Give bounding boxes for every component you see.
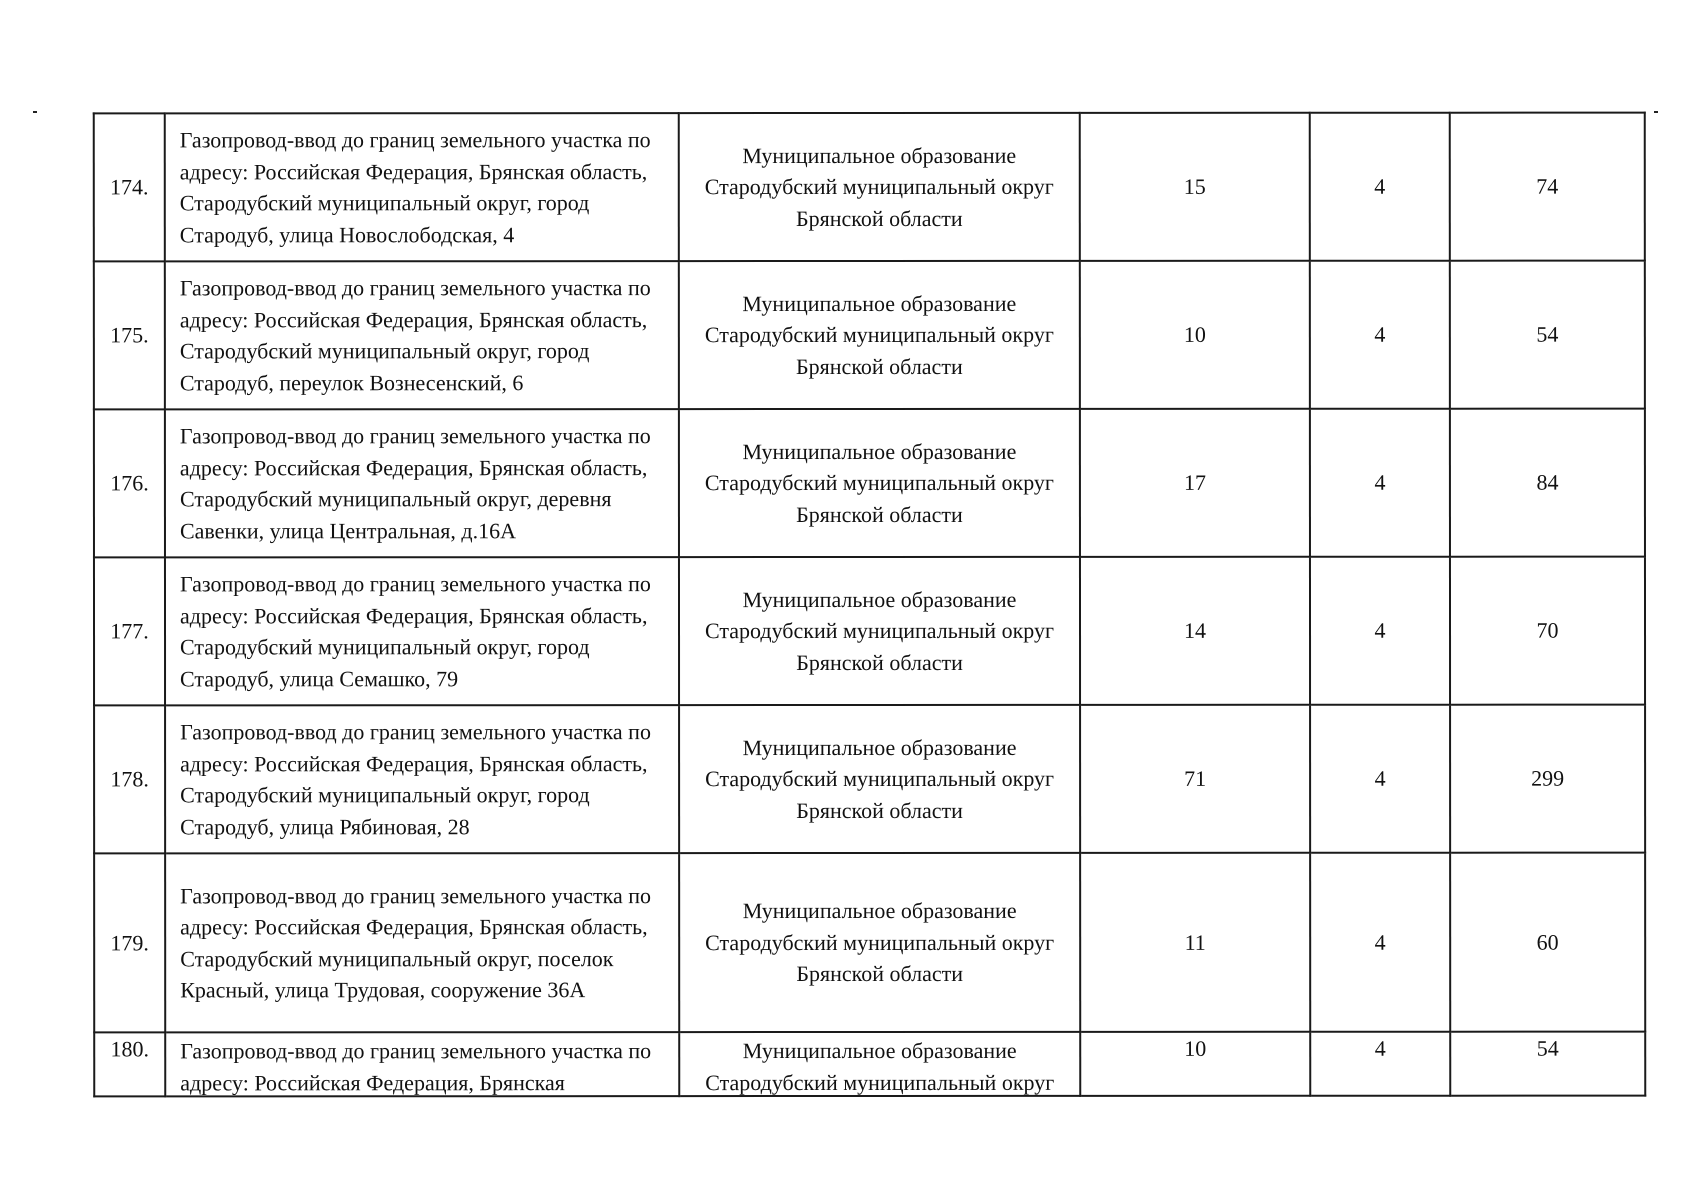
value-col-6: 84 bbox=[1450, 409, 1645, 557]
value-col-6: 299 bbox=[1450, 705, 1645, 853]
table-row bbox=[94, 1032, 1645, 1097]
owner-cell bbox=[679, 1032, 1080, 1096]
table-row bbox=[94, 557, 1645, 706]
value-col-4: 11 bbox=[1080, 853, 1310, 1032]
object-name: Газопровод-ввод до границ земельного участка по адресу: Российская Федерация, Брянская область, Стародубский муниципальный округ, поселок Красный, улица Трудовая, сооружение 36А bbox=[180, 882, 652, 1003]
owner-cell bbox=[679, 853, 1080, 1032]
object-name: Газопровод-ввод до границ земельного участка по адресу: Российская Федерация, Брянская область, Стародубский муниципальный округ, город Стародуб, улица Новослободская, 4 bbox=[179, 127, 651, 247]
object-name-cell bbox=[165, 409, 679, 557]
object-name-cell bbox=[165, 261, 679, 409]
value-col-5: 4 bbox=[1310, 409, 1450, 557]
row-number: 175. bbox=[94, 261, 165, 409]
value-col-5: 4 bbox=[1310, 1032, 1450, 1096]
scan-mark-right bbox=[1654, 111, 1658, 113]
row-number: 176. bbox=[94, 409, 165, 557]
value-col-4: 10 bbox=[1080, 1032, 1310, 1096]
table-row bbox=[94, 705, 1645, 854]
value-col-6: 54 bbox=[1450, 261, 1645, 409]
object-name-cell bbox=[165, 557, 679, 705]
object-name: Газопровод-ввод до границ земельного участка по адресу: Российская Федерация, Брянская область, Стародубский муниципальный округ, город Стародуб, улица Семашко, 79 bbox=[179, 571, 651, 691]
table-row bbox=[94, 113, 1645, 262]
owner-name: Муниципальное образование Стародубский муниципальный округ Брянской области bbox=[705, 734, 1055, 823]
value-col-5: 4 bbox=[1310, 261, 1450, 409]
object-name-cell bbox=[165, 113, 679, 261]
value-col-4: 10 bbox=[1080, 261, 1310, 409]
value-col-5: 4 bbox=[1310, 113, 1450, 261]
table-row bbox=[94, 853, 1645, 1033]
row-number: 178. bbox=[94, 705, 165, 853]
object-name: Газопровод-ввод до границ земельного участка по адресу: Российская Федерация, Брянская область, Стародубский муниципальный округ, город Стародуб, улица Рябиновая, 28 bbox=[180, 719, 651, 839]
owner-cell bbox=[679, 557, 1080, 705]
owner-name: Муниципальное образование Стародубский муниципальный округ bbox=[705, 1037, 1055, 1095]
value-col-6: 74 bbox=[1450, 113, 1645, 261]
owner-name: Муниципальное образование Стародубский муниципальный округ Брянской области bbox=[704, 142, 1054, 231]
object-name: Газопровод-ввод до границ земельного участка по адресу: Российская Федерация, Брянская область, Стародубский муниципальный округ, деревня Савенки, улица Центральная, д.16А bbox=[179, 423, 651, 543]
object-name: Газопровод-ввод до границ земельного участка по адресу: Российская Федерация, Брянская bbox=[180, 1038, 652, 1095]
row-number: 180. bbox=[94, 1032, 165, 1096]
row-number: 179. bbox=[94, 853, 165, 1032]
value-col-4: 71 bbox=[1080, 705, 1310, 853]
owner-name: Муниципальное образование Стародубский муниципальный округ Брянской области bbox=[704, 586, 1055, 675]
gas-pipeline-registry-table bbox=[93, 112, 1647, 1098]
owner-name: Муниципальное образование Стародубский муниципальный округ Брянской области bbox=[704, 290, 1054, 379]
value-col-5: 4 bbox=[1310, 557, 1450, 705]
owner-cell bbox=[679, 409, 1080, 557]
owner-name: Муниципальное образование Стародубский муниципальный округ Брянской области bbox=[705, 898, 1055, 987]
owner-cell bbox=[679, 261, 1080, 409]
object-name-cell bbox=[165, 853, 679, 1032]
value-col-4: 14 bbox=[1080, 557, 1310, 705]
value-col-5: 4 bbox=[1310, 853, 1450, 1032]
owner-cell bbox=[679, 705, 1080, 853]
table-row bbox=[94, 409, 1645, 558]
value-col-6: 54 bbox=[1450, 1032, 1645, 1096]
value-col-6: 70 bbox=[1450, 557, 1645, 705]
value-col-6: 60 bbox=[1450, 853, 1645, 1032]
value-col-4: 17 bbox=[1080, 409, 1310, 557]
row-number: 177. bbox=[94, 557, 165, 705]
object-name-cell bbox=[165, 705, 679, 853]
object-name: Газопровод-ввод до границ земельного участка по адресу: Российская Федерация, Брянская область, Стародубский муниципальный округ, город Стародуб, переулок Вознесенский, 6 bbox=[179, 275, 651, 395]
object-name-cell bbox=[165, 1032, 679, 1096]
scan-mark-left bbox=[33, 111, 37, 113]
value-col-4: 15 bbox=[1080, 113, 1310, 261]
row-number: 174. bbox=[94, 113, 165, 261]
table-row bbox=[94, 261, 1645, 410]
owner-cell bbox=[679, 113, 1080, 261]
owner-name: Муниципальное образование Стародубский муниципальный округ Брянской области bbox=[704, 438, 1054, 527]
value-col-5: 4 bbox=[1310, 705, 1450, 853]
